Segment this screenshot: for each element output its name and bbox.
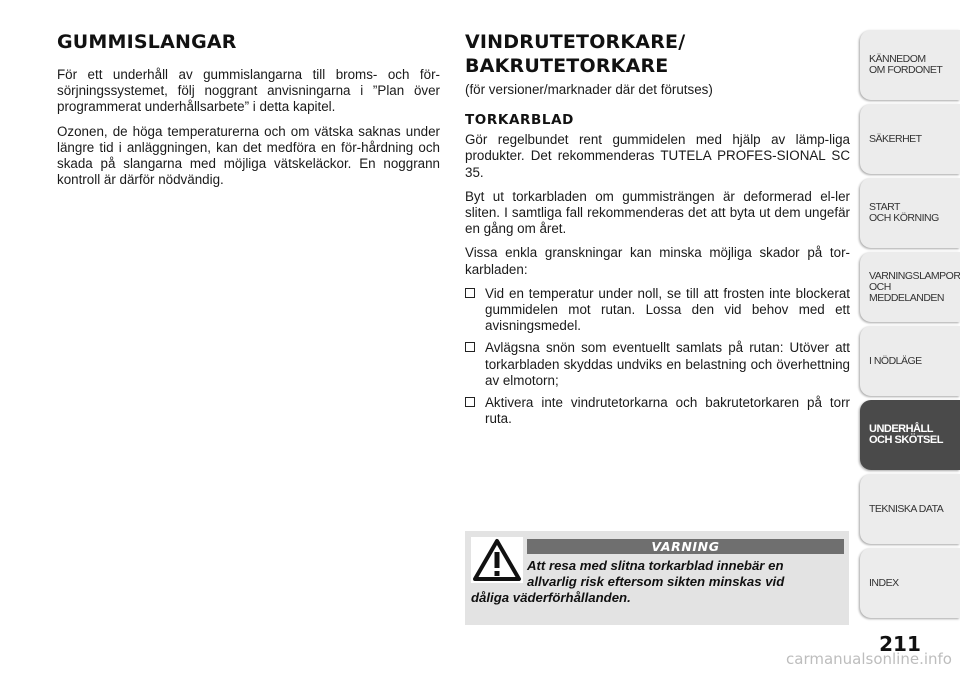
list-item-text: Aktivera inte vindrutetorkarna och bakrutetorkaren på torr ruta. xyxy=(485,395,850,427)
list-item xyxy=(465,286,850,335)
title-line-2: BAKRUTETORKARE xyxy=(465,55,669,77)
warning-text xyxy=(465,558,844,606)
tab-nodlage[interactable]: I NÖDLÄGE xyxy=(860,326,960,396)
tab-underhall[interactable]: UNDERHÅLL OCH SKÖTSEL xyxy=(860,400,960,470)
warning-line-2: allvarlig risk eftersom sikten minskas vid xyxy=(527,574,785,589)
tab-varningslampor[interactable]: VARNINGSLAMPOR OCH MEDDELANDEN xyxy=(860,252,960,322)
tab-kannedom[interactable]: KÄNNEDOM OM FORDONET xyxy=(860,30,960,100)
paragraph: Gör regelbundet rent gummidelen med hjälp av lämp-liga produkter. Det rekommenderas TUTELA PROFES-SIONAL SC 35. xyxy=(465,132,850,180)
checklist xyxy=(465,286,850,428)
section-title-hoses: GUMMISLANGAR xyxy=(57,31,237,53)
paragraph: För ett underhåll av gummislangarna till broms- och för-sörjningssystemet, följ noggrant anvisningarna i ”Plan över programmerat underhållsarbete” i detta kapitel. xyxy=(57,67,440,115)
list-item-text: Vid en temperatur under noll, se till att frosten inte blockerat gummidelen mot rutan. Lossa den vid behov med ett avisningsmedel. xyxy=(485,285,850,334)
tab-start[interactable]: START OCH KÖRNING xyxy=(860,178,960,248)
warning-line-1: Att resa med slitna torkarblad innebär en xyxy=(527,558,784,573)
list-item xyxy=(465,340,850,389)
subtitle: (för versioner/marknader där det förutses) xyxy=(465,82,713,97)
checkbox-icon xyxy=(465,342,475,352)
section-title-wipers xyxy=(465,30,850,78)
list-item xyxy=(465,395,850,427)
paragraph: Ozonen, de höga temperaturerna och om vätska saknas under längre tid i anläggningen, kan det medföra en för-hårdning och skada på slangarna med möjliga vätskeläckor. En noggrann kontroll är därför nödvändig. xyxy=(57,123,440,188)
tab-sakerhet[interactable]: SÄKERHET xyxy=(860,104,960,174)
tab-index[interactable]: INDEX xyxy=(860,548,960,618)
middle-column xyxy=(465,30,850,433)
page-number: 211 xyxy=(879,632,921,656)
checkbox-icon xyxy=(465,288,475,298)
chapter-tabs xyxy=(860,30,960,622)
list-item-text: Avlägsna snön som eventuellt samlats på rutan: Utöver att torkarbladen skyddas undviks en belastning och överhettning av elmotorn; xyxy=(485,340,850,388)
tab-tekniska-data[interactable]: TEKNISKA DATA xyxy=(860,474,960,544)
title-line-1: VINDRUTETORKARE/ xyxy=(465,31,686,53)
warning-line-3: dåliga väderförhållanden. xyxy=(471,590,631,605)
checkbox-icon xyxy=(465,397,475,407)
paragraph: Byt ut torkarbladen om gummisträngen är deformerad el-ler sliten. I samtliga fall rekommenderas det att byta ut dem ungefär en gång om året. xyxy=(465,188,850,237)
warning-box xyxy=(465,531,849,625)
paragraph: Vissa enkla granskningar kan minska möjliga skador på tor-karbladen: xyxy=(465,245,850,277)
warning-title: VARNING xyxy=(527,539,844,554)
left-column xyxy=(57,30,440,196)
watermark: carmanualsonline.info xyxy=(786,650,952,668)
subsection-title-wiper-blades: TORKARBLAD xyxy=(465,112,574,129)
